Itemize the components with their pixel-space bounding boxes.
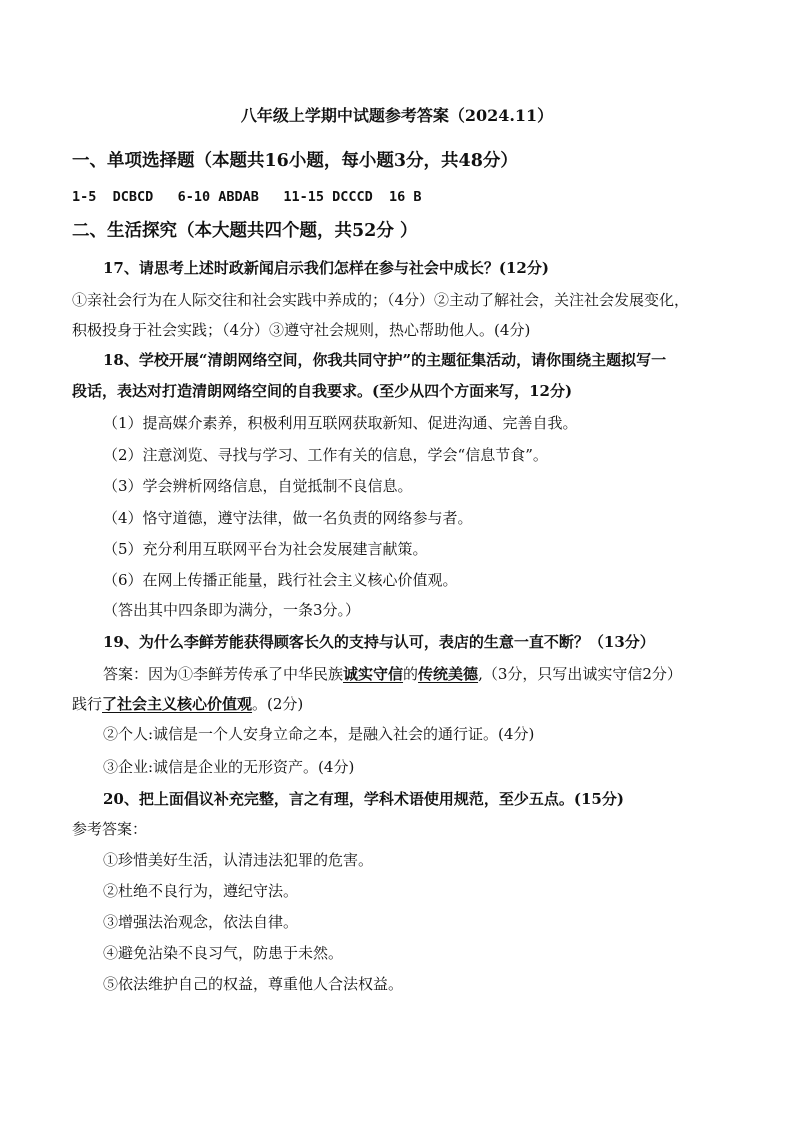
q18-item-6: （6）在网上传播正能量，践行社会主义核心价值观。 bbox=[103, 571, 458, 589]
q20-reference-label: 参考答案： bbox=[72, 820, 148, 838]
q19-answer-line4: ③企业:诚信是企业的无形资产。(4分) bbox=[103, 758, 355, 776]
q20-item-1: ①珍惜美好生活，认清违法犯罪的危害。 bbox=[103, 851, 374, 869]
section2-heading: 二、生活探究（本大题共四个题，共52分 ） bbox=[72, 221, 418, 241]
q19-line2-prefix: 践行 bbox=[72, 695, 103, 713]
q18-item-3: （3）学会辨析网络信息，自觉抵制不良信息。 bbox=[103, 477, 413, 495]
q19-line2-suffix: 。(2分) bbox=[252, 695, 304, 713]
q19-question: 19、为什么李鲜芳能获得顾客长久的支持与认可，表店的生意一直不断？（13分） bbox=[103, 633, 655, 651]
page-title: 八年级上学期中试题参考答案（2024.11） bbox=[240, 106, 554, 125]
q18-item-5: （5）充分利用互联网平台为社会发展建言献策。 bbox=[103, 540, 428, 558]
q20-item-4: ④避免沾染不良习气，防患于未然。 bbox=[103, 944, 344, 962]
q19-term-values: 了社会主义核心价值观 bbox=[102, 695, 253, 713]
q17-answer-line2: 积极投身于社会实践；（4分）③遵守社会规则，热心帮助他人。(4分) bbox=[72, 321, 531, 339]
q20-item-5: ⑤依法维护自己的权益，尊重他人合法权益。 bbox=[103, 975, 404, 993]
q19-answer-prefix: 答案：因为①李鲜芳传承了中华民族 bbox=[103, 665, 344, 683]
q17-question: 17、请思考上述时政新闻启示我们怎样在参与社会中成长？(12分) bbox=[103, 259, 549, 277]
q18-scoring-note: （答出其中四条即为满分，一条3分。） bbox=[103, 601, 361, 619]
q19-answer-suffix: ,（3分，只写出诚实守信2分） bbox=[478, 665, 682, 683]
q19-answer-mid: 的 bbox=[403, 665, 419, 683]
section1-answers: 1-5 DCBCD 6-10 ABDAB 11-15 DCCCD 16 B bbox=[72, 189, 422, 205]
q19-term-honesty: 诚实守信 bbox=[343, 665, 404, 683]
q19-answer-line1 bbox=[103, 664, 682, 684]
q20-item-2: ②杜绝不良行为，遵纪守法。 bbox=[103, 882, 299, 900]
q19-answer-line2 bbox=[72, 694, 303, 714]
q18-question-line1: 18、学校开展“清朗网络空间，你我共同守护”的主题征集活动，请你围绕主题拟写一 bbox=[103, 351, 667, 369]
q19-term-tradition: 传统美德 bbox=[418, 665, 479, 683]
q18-item-2: （2）注意浏览、寻找与学习、工作有关的信息，学会“信息节食”。 bbox=[103, 446, 548, 464]
q18-item-1: （1）提高媒介素养，积极利用互联网获取新知、促进沟通、完善自我。 bbox=[103, 414, 578, 432]
q18-item-4: （4）恪守道德，遵守法律，做一名负责的网络参与者。 bbox=[103, 509, 473, 527]
q19-answer-line3: ②个人:诚信是一个人安身立命之本，是融入社会的通行证。(4分) bbox=[103, 725, 535, 743]
q17-answer-line1: ①亲社会行为在人际交往和社会实践中养成的；（4分）②主动了解社会，关注社会发展变化， bbox=[72, 291, 690, 309]
section1-heading: 一、单项选择题（本题共16小题，每小题3分，共48分） bbox=[72, 151, 518, 171]
q18-question-line2: 段话，表达对打造清朗网络空间的自我要求。(至少从四个方面来写，12分) bbox=[72, 382, 573, 400]
q20-question: 20、把上面倡议补充完整，言之有理，学科术语使用规范，至少五点。(15分) bbox=[103, 790, 624, 808]
q20-item-3: ③增强法治观念，依法自律。 bbox=[103, 913, 299, 931]
